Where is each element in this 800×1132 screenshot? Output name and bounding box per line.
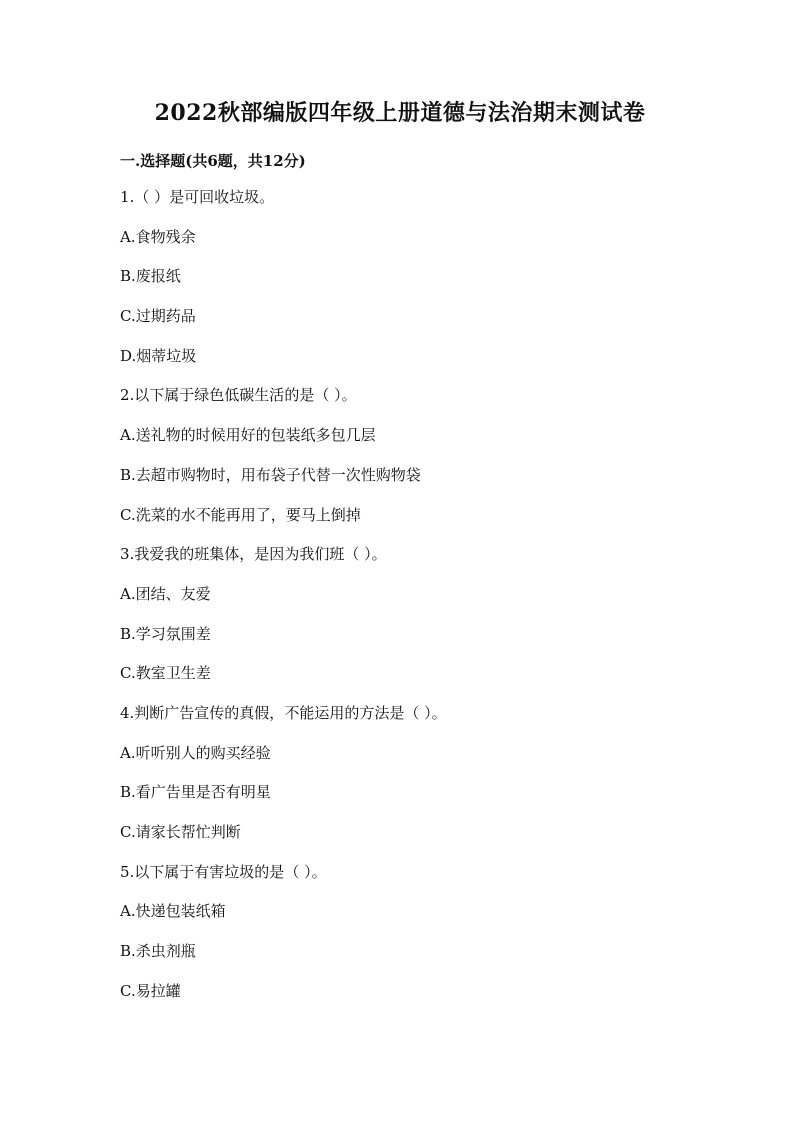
answer-option: B.看广告里是否有明星 <box>120 783 271 802</box>
section-heading: 一.选择题(共6题，共12分) <box>120 152 306 170</box>
answer-option: A.食物残余 <box>120 227 196 246</box>
answer-option: B.杀虫剂瓶 <box>120 942 196 961</box>
answer-option: D.烟蒂垃圾 <box>120 346 197 365</box>
page-title: 2022秋部编版四年级上册道德与法治期末测试卷 <box>154 100 646 126</box>
question-stem: 1.（ ）是可回收垃圾。 <box>120 188 275 206</box>
answer-option: C.过期药品 <box>120 307 196 326</box>
question-stem: 4.判断广告宣传的真假，不能运用的方法是（ ）。 <box>120 703 447 722</box>
question-stem: 2.以下属于绿色低碳生活的是（ ）。 <box>120 386 357 405</box>
answer-option: A.快递包装纸箱 <box>120 902 226 921</box>
answer-option: A.送礼物的时候用好的包装纸多包几层 <box>120 426 376 445</box>
answer-option: C.教室卫生差 <box>120 664 211 683</box>
answer-option: B.学习氛围差 <box>120 624 211 643</box>
answer-option: C.请家长帮忙判断 <box>120 823 241 841</box>
answer-option: B.去超市购物时，用布袋子代替一次性购物袋 <box>120 465 421 484</box>
answer-option: C.易拉罐 <box>120 981 181 1000</box>
answer-option: B.废报纸 <box>120 267 181 286</box>
question-list <box>120 186 740 1019</box>
question-stem: 3.我爱我的班集体，是因为我们班（ ）。 <box>120 545 387 564</box>
answer-option: A.团结、友爱 <box>120 584 211 603</box>
answer-option: A.听听别人的购买经验 <box>120 743 271 762</box>
question-stem: 5.以下属于有害垃圾的是（ ）。 <box>120 862 327 881</box>
answer-option: C.洗菜的水不能再用了，要马上倒掉 <box>120 505 361 524</box>
